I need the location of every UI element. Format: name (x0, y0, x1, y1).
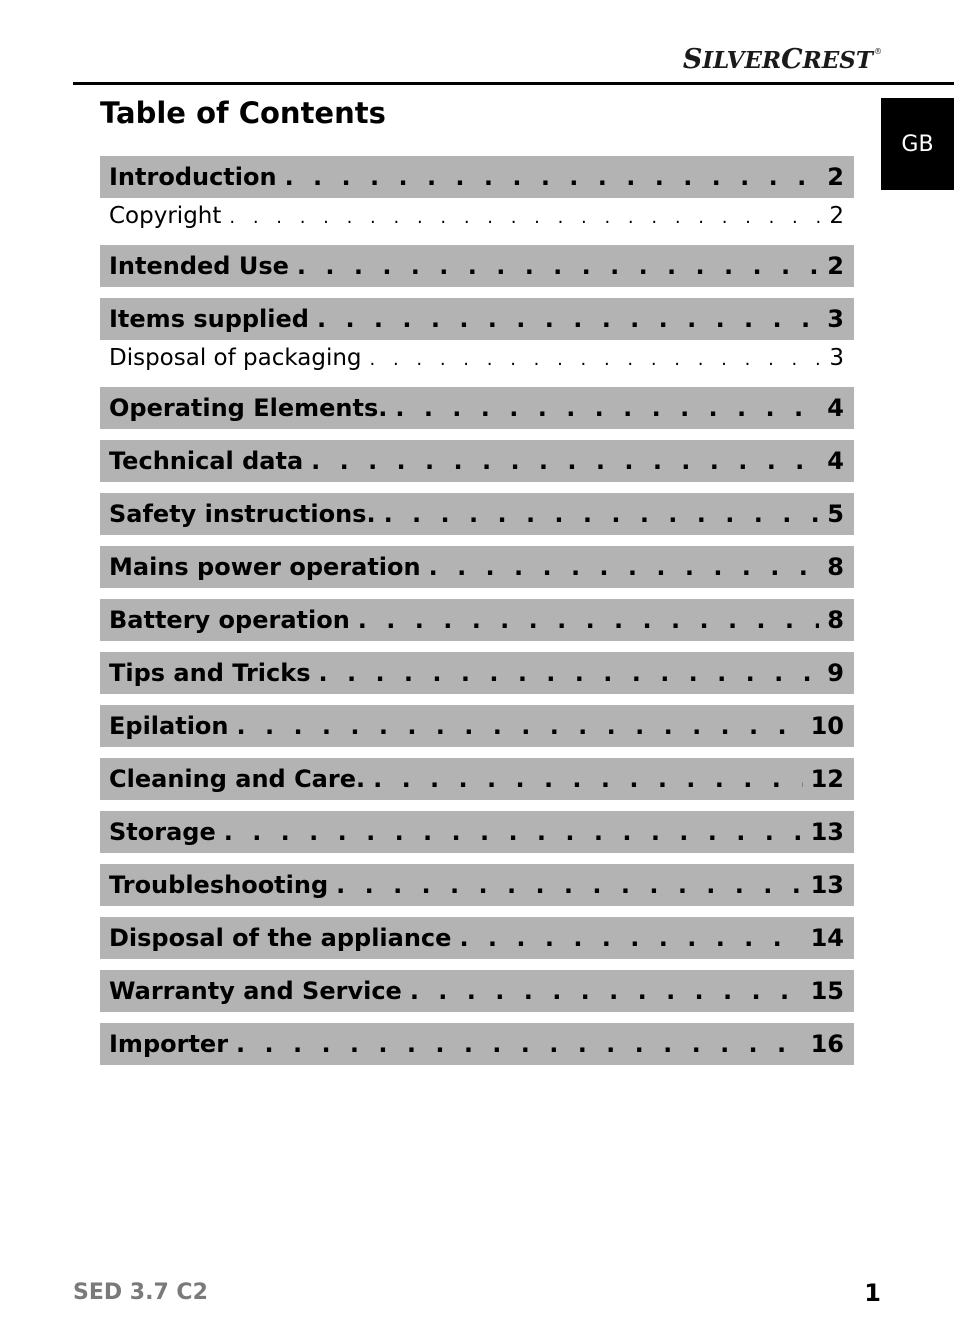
toc-entry-label: Warranty and Service (109, 977, 402, 1005)
toc-entry-label: Introduction (109, 163, 277, 191)
page-number: 1 (864, 1279, 881, 1307)
table-of-contents (100, 156, 854, 1065)
toc-entry-page: 3 (827, 305, 844, 333)
toc-entry-page: 9 (827, 659, 844, 687)
toc-entry-label: Tips and Tricks (109, 659, 311, 687)
dot-leader (237, 705, 803, 747)
toc-entry[interactable] (100, 599, 854, 641)
model-number: SED 3.7 C2 (73, 1280, 208, 1305)
toc-entry[interactable] (100, 758, 854, 800)
dot-leader (297, 245, 819, 287)
toc-entry-label: Intended Use (109, 252, 289, 280)
toc-entry-page: 13 (810, 871, 844, 899)
toc-entry-label: Mains power operation (109, 553, 421, 581)
dot-leader (236, 1023, 803, 1065)
toc-entry-label: Storage (109, 818, 216, 846)
dot-leader (395, 387, 819, 429)
toc-entry[interactable] (100, 387, 854, 429)
toc-entry-page: 8 (827, 553, 844, 581)
dot-leader (384, 493, 820, 535)
dot-leader (224, 811, 803, 853)
dot-leader (358, 599, 820, 641)
toc-entry-page: 5 (827, 500, 844, 528)
toc-entry-label: Epilation (109, 712, 229, 740)
page-title: Table of Contents (100, 96, 386, 130)
toc-entry[interactable] (100, 811, 854, 853)
toc-entry-page: 14 (810, 924, 844, 952)
toc-entry-label: Disposal of the appliance (109, 924, 452, 952)
toc-entry-page: 16 (810, 1030, 844, 1058)
toc-entry-page: 2 (827, 163, 844, 191)
toc-entry[interactable] (100, 440, 854, 482)
toc-entry[interactable] (100, 546, 854, 588)
toc-entry-label: Items supplied (109, 305, 309, 333)
dot-leader (285, 156, 820, 198)
dot-leader (459, 917, 802, 959)
toc-entry-page: 8 (827, 606, 844, 634)
toc-entry-page: 3 (829, 345, 844, 371)
language-tab: GB (881, 98, 954, 190)
toc-entry[interactable] (100, 493, 854, 535)
dot-leader (311, 440, 819, 482)
toc-entry[interactable] (100, 917, 854, 959)
toc-entry-page: 12 (810, 765, 844, 793)
toc-entry-label: Cleaning and Care. (109, 765, 366, 793)
toc-entry-label: Safety instructions. (109, 500, 376, 528)
toc-entry-label: Disposal of packaging (109, 345, 362, 371)
toc-entry-page: 2 (829, 203, 844, 229)
toc-entry-label: Operating Elements. (109, 394, 388, 422)
toc-entry[interactable] (100, 705, 854, 747)
toc-entry[interactable] (100, 298, 854, 340)
toc-entry[interactable] (100, 970, 854, 1012)
dot-leader (229, 200, 821, 234)
brand-logo: SILVERCREST® (682, 44, 882, 75)
toc-entry-label: Battery operation (109, 606, 350, 634)
toc-entry[interactable] (100, 156, 854, 198)
header-rule (73, 82, 954, 85)
toc-entry-page: 15 (810, 977, 844, 1005)
toc-entry-label: Importer (109, 1030, 229, 1058)
dot-leader (319, 652, 820, 694)
toc-entry-label: Copyright (109, 203, 222, 229)
toc-entry-page: 13 (810, 818, 844, 846)
toc-entry-page: 10 (810, 712, 844, 740)
toc-entry-label: Troubleshooting (109, 871, 329, 899)
dot-leader (370, 342, 822, 376)
dot-leader (317, 298, 819, 340)
toc-entry-page: 4 (827, 447, 844, 475)
toc-subentry[interactable] (100, 198, 854, 234)
dot-leader (336, 864, 802, 906)
toc-entry-page: 2 (827, 252, 844, 280)
toc-entry-page: 4 (827, 394, 844, 422)
toc-entry[interactable] (100, 1023, 854, 1065)
dot-leader (373, 758, 802, 800)
toc-entry[interactable] (100, 864, 854, 906)
toc-entry[interactable] (100, 245, 854, 287)
toc-subentry[interactable] (100, 340, 854, 376)
toc-entry[interactable] (100, 652, 854, 694)
dot-leader (410, 970, 803, 1012)
dot-leader (429, 546, 820, 588)
toc-entry-label: Technical data (109, 447, 304, 475)
